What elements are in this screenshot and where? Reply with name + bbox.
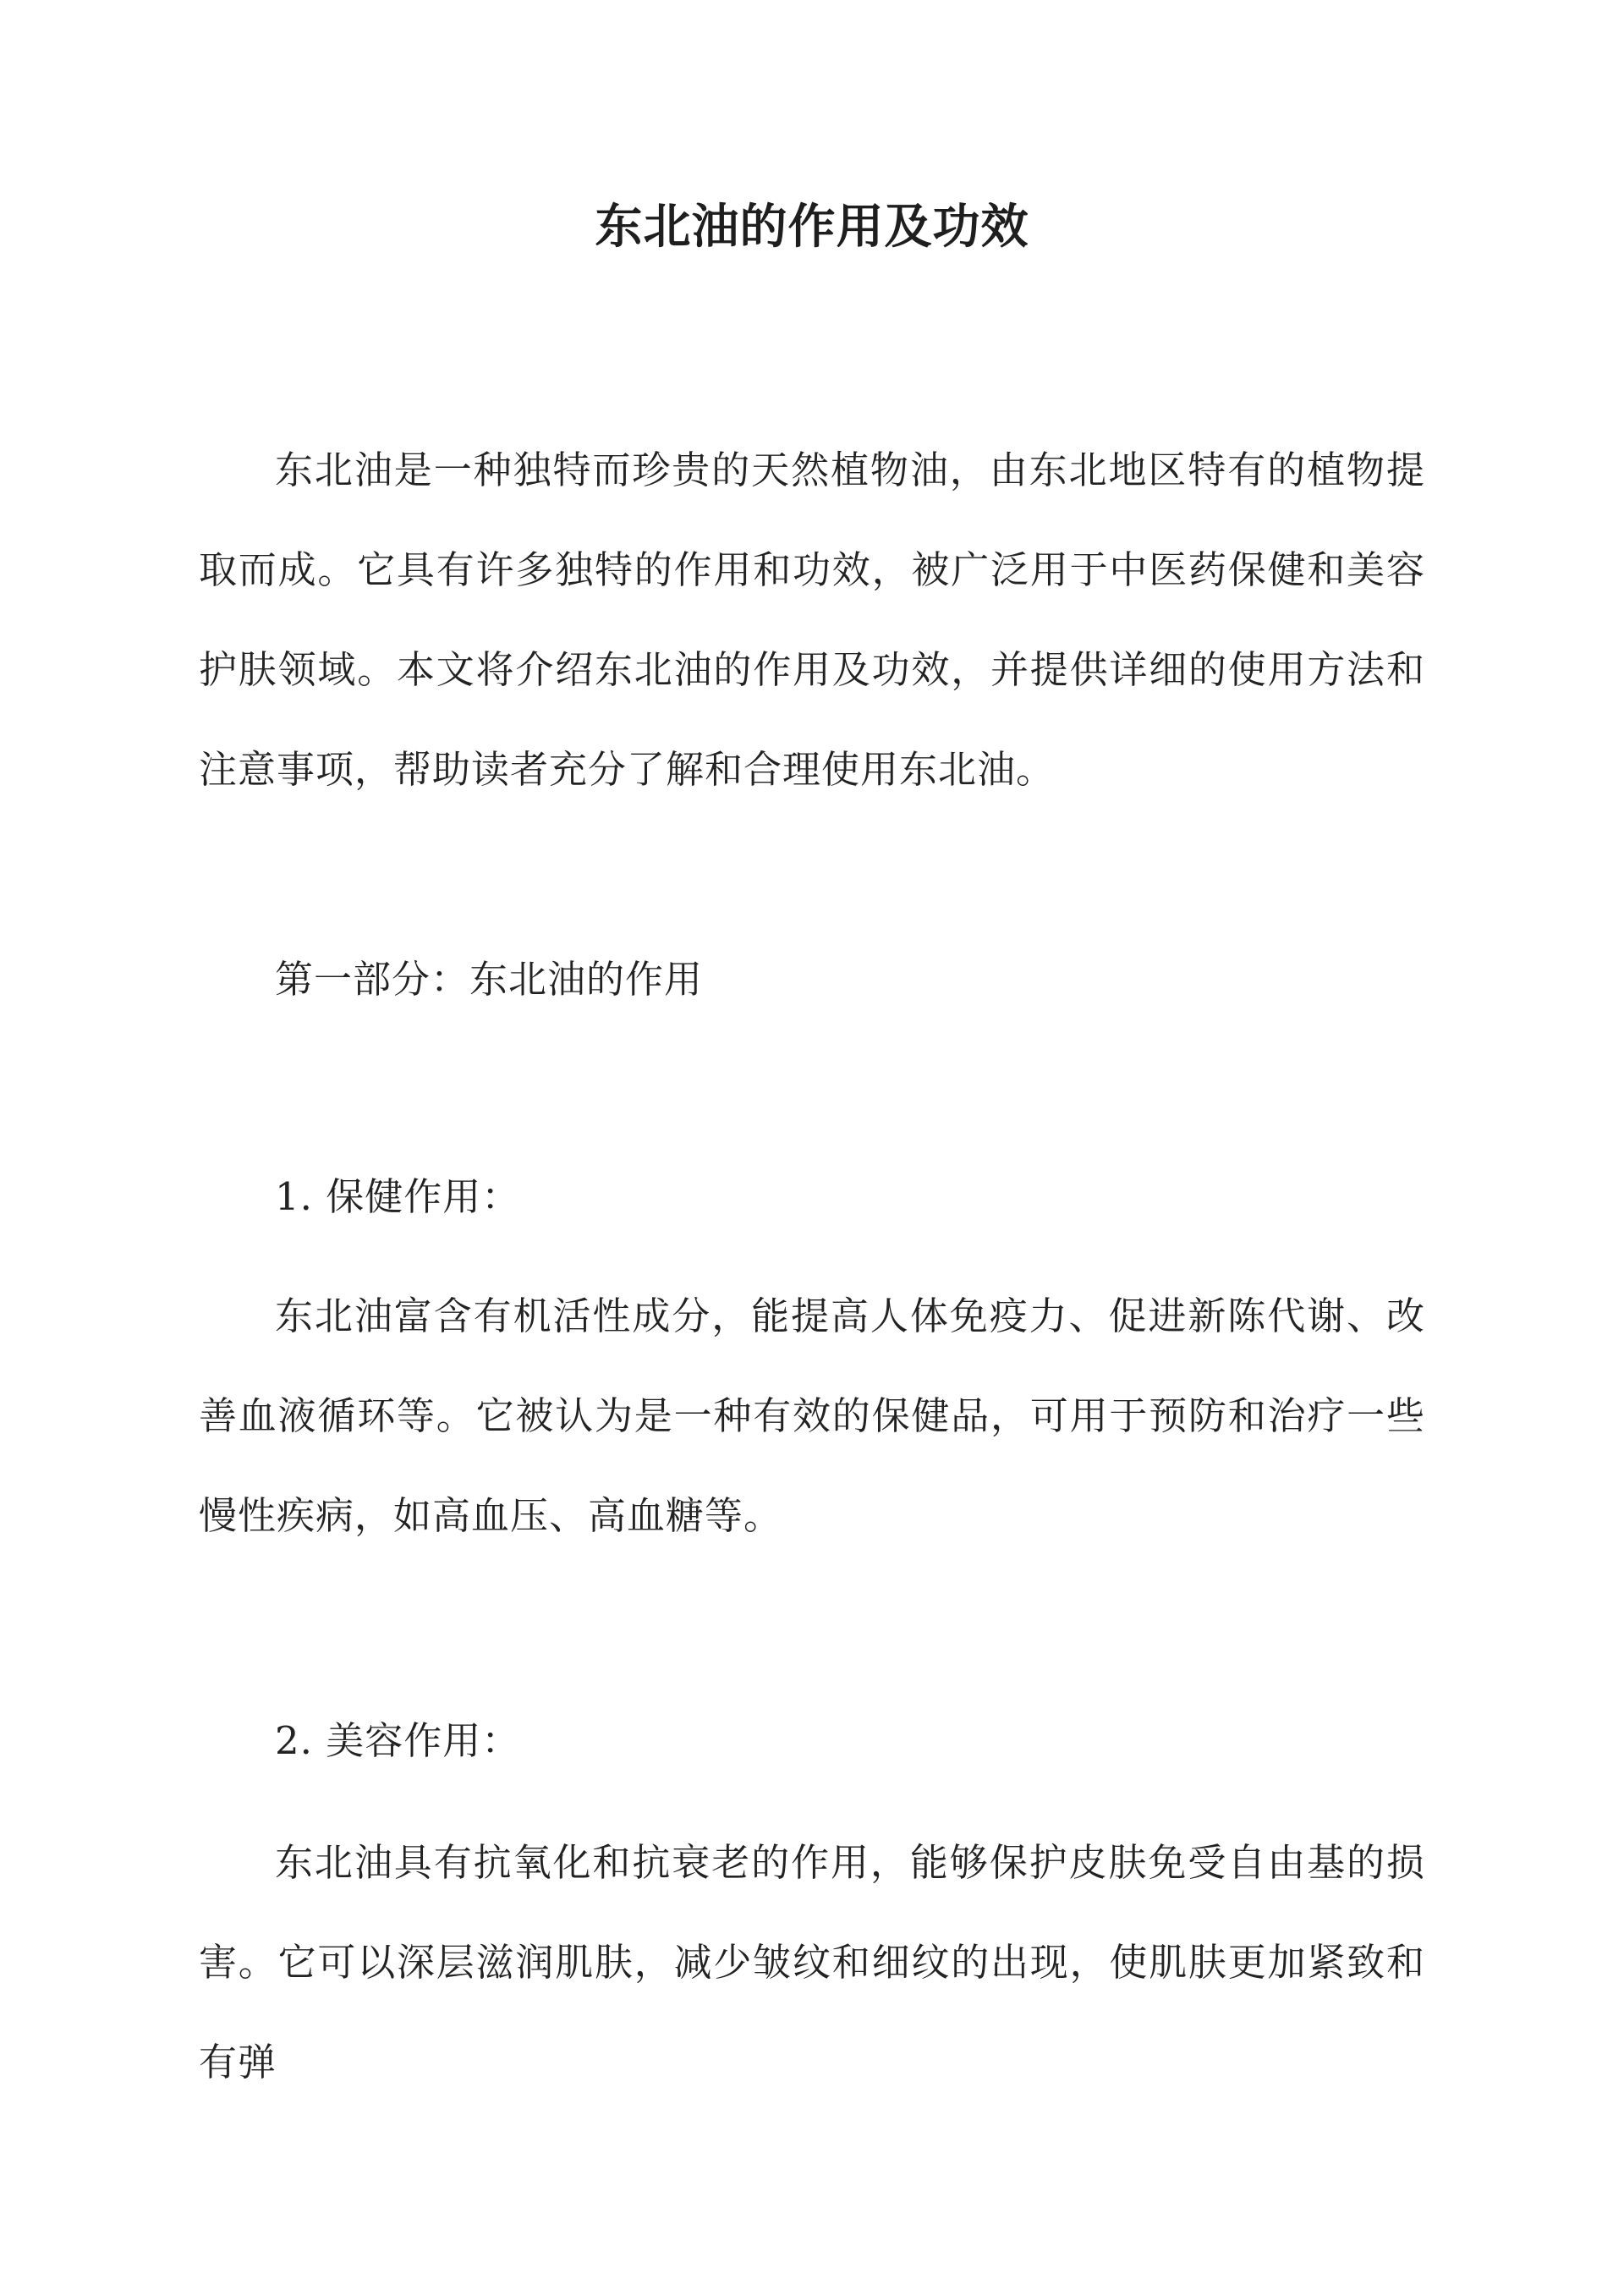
intro-paragraph: 东北油是一种独特而珍贵的天然植物油，由东北地区特有的植物提取而成。它具有许多独特的作用和功效，被广泛用于中医药保健和美容护肤领域。本文将介绍东北油的作用及功效，并提供详细的使用方法和注意事项，帮助读者充分了解和合理使用东北油。 xyxy=(199,448,1425,792)
part1-heading: 第一部分：东北油的作用 xyxy=(275,957,704,1002)
item1-heading: 1. 保健作用： xyxy=(275,1174,521,1219)
item2-heading: 2. 美容作用： xyxy=(275,1718,521,1763)
document-title: 东北油的作用及功效 xyxy=(595,199,1029,255)
item2-paragraph: 东北油具有抗氧化和抗衰老的作用，能够保护皮肤免受自由基的损害。它可以深层滋润肌肤，减少皱纹和细纹的出现，使肌肤更加紧致和有弹 xyxy=(199,1840,1425,2085)
item1-paragraph: 东北油富含有机活性成分，能提高人体免疫力、促进新陈代谢、改善血液循环等。它被认为是一种有效的保健品，可用于预防和治疗一些慢性疾病，如高血压、高血糖等。 xyxy=(199,1294,1425,1538)
